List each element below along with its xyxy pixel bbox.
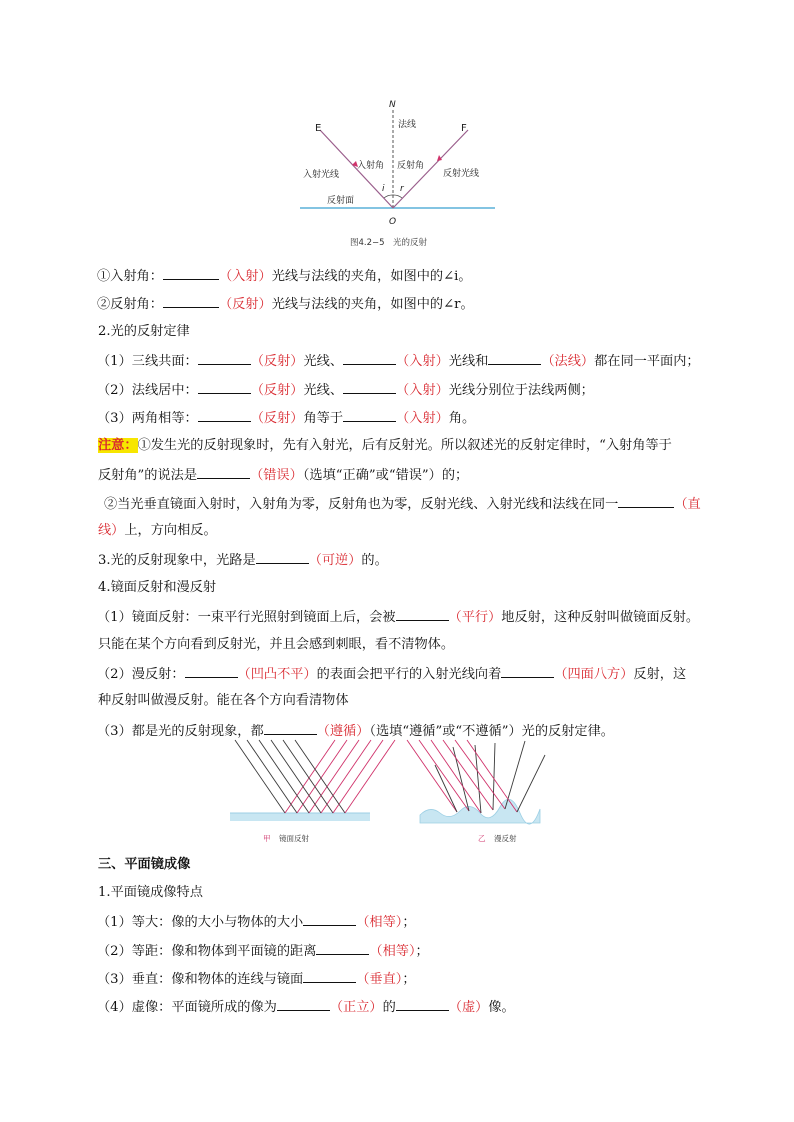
answer-blank: [198, 351, 251, 365]
answer: （反射）: [250, 354, 304, 369]
answer-blank: [163, 294, 219, 308]
mirror-surface: [230, 813, 370, 821]
answer-blank: [185, 664, 238, 678]
answer: （正立）: [329, 1000, 383, 1015]
answer: 线）: [98, 523, 125, 538]
text-line-2: [97, 294, 474, 314]
answer: （反射）: [250, 383, 304, 398]
answer-blank: [198, 408, 251, 422]
answer-blank: [396, 607, 449, 621]
angle-r-arc: [393, 195, 402, 198]
reflected-ray: [297, 740, 347, 813]
text-line-22: [97, 969, 416, 989]
text: ；: [402, 972, 416, 987]
text: 角等于: [303, 411, 344, 426]
caption-right-a: 乙: [478, 834, 486, 843]
text-line-23: [97, 997, 515, 1017]
section-heading-2: 2.光的反射定律: [98, 324, 190, 339]
label-N: N: [389, 100, 396, 110]
text-line-4: [97, 351, 700, 371]
answer-blank: [618, 494, 674, 508]
caption-left-b: 镜面反射: [279, 834, 309, 843]
text-line-10: [98, 522, 217, 540]
text: （1）镜面反射：一束平行光照射到镜面上后，会被: [97, 610, 396, 625]
label-E: E: [315, 123, 322, 134]
text: 光线、: [303, 354, 344, 369]
reflection-diagram: [290, 92, 505, 257]
text: ②反射角：: [97, 297, 163, 312]
text-line-20: [97, 912, 416, 932]
answer-blank: [303, 969, 356, 983]
label-r: r: [400, 184, 404, 194]
answer: （凹凸不平）: [237, 667, 317, 682]
scattered-ray: [493, 743, 495, 810]
text: （3）两角相等：: [97, 411, 198, 426]
incident-ray: [295, 740, 345, 813]
mirror-diffuse-diagram: [225, 735, 560, 850]
text: 的。: [361, 553, 388, 568]
caption-right-b: 漫反射: [494, 834, 517, 843]
angle-i-arc: [384, 195, 393, 198]
text: 像。: [488, 1000, 515, 1015]
specular-rays: [235, 740, 395, 813]
reflected-ray: [285, 740, 335, 813]
answer: （相等）: [369, 944, 416, 959]
text: 的表面会把平行的入射光线向着: [316, 667, 502, 682]
text: （选填“正确”或“错误”）的；: [302, 468, 469, 483]
answer: （垂直）: [356, 972, 403, 987]
text: 光线、: [303, 383, 344, 398]
text: （3）垂直：像和物体的连线与镜面: [97, 972, 304, 987]
answer-blank: [277, 997, 330, 1011]
text-line-1: [97, 266, 472, 286]
text: ①发生光的反射现象时，先有入射光，后有反射光。所以叙述光的反射定律时，“入射角等于: [137, 438, 672, 453]
section-heading-3: 三、平面镜成像: [98, 857, 191, 872]
text-line-21: [97, 941, 429, 961]
answer: （入射）: [218, 269, 272, 284]
answer: （相等）: [356, 915, 403, 930]
label-i: i: [382, 184, 385, 194]
answer-blank: [501, 664, 554, 678]
text-line-7: [98, 437, 672, 455]
text: ②当光垂直镜面入射时，入射角为零，反射角也为零，反射光线、入射光线和法线在同一: [104, 497, 619, 512]
label-reflect-angle: 反射角: [397, 161, 425, 171]
answer: （遵循）: [316, 724, 370, 739]
text: 光线分别位于法线两侧；: [448, 383, 594, 398]
text: （1）等大：像的大小与物体的大小: [97, 915, 304, 930]
incident-ray: [247, 740, 297, 813]
section-heading-4: 4.镜面反射和漫反射: [98, 580, 217, 595]
text-line-8: [98, 465, 468, 485]
answer-blank: [197, 465, 250, 479]
reflected-ray: [333, 740, 383, 813]
answer: （直: [674, 497, 701, 512]
answer-blank: [343, 351, 396, 365]
answer-blank: [488, 351, 541, 365]
answer: （反射）: [250, 411, 304, 426]
label-surface: 反射面: [327, 196, 355, 206]
text-line-14: 只能在某个方向看到反射光，并且会感到刺眼，看不清物体。: [98, 637, 455, 652]
answer: （入射）: [396, 354, 449, 369]
scattered-ray: [517, 755, 545, 812]
text: ；: [402, 915, 416, 930]
answer-blank: [343, 408, 396, 422]
text: 光线和: [448, 354, 489, 369]
text: 的: [382, 1000, 396, 1015]
text-line-16: 种反射叫做漫反射。能在各个方向看清物体: [98, 693, 349, 708]
answer-blank: [316, 941, 369, 955]
incident-ray: [407, 740, 457, 812]
text-line-9: [104, 494, 701, 514]
answer-blank: [396, 997, 449, 1011]
incident-ray: [271, 740, 321, 813]
text: ①入射角：: [97, 269, 163, 284]
text: （3）都是光的反射现象，都: [97, 724, 264, 739]
answer: （虚）: [448, 1000, 489, 1015]
text: 反射角”的说法是: [98, 468, 198, 483]
incident-ray: [467, 740, 517, 812]
text: 都在同一平面内；: [594, 354, 700, 369]
text: 3.光的反射现象中，光路是: [98, 553, 256, 568]
label-incident-angle: 入射角: [357, 161, 385, 171]
text-line-11: [98, 550, 388, 570]
answer-blank: [256, 550, 309, 564]
label-F: F: [461, 123, 467, 134]
incident-ray: [235, 740, 285, 813]
text-line-15: [97, 664, 686, 684]
text: ；: [415, 944, 429, 959]
answer: （四面八方）: [554, 667, 634, 682]
answer-blank: [163, 266, 219, 280]
incident-ray: [419, 740, 469, 811]
text: （2）漫反射：: [97, 667, 185, 682]
text: （选填“遵循”或“不遵循”）光的反射定律。: [369, 724, 614, 739]
label-O: O: [389, 217, 397, 227]
text: （2）等距：像和物体到平面镜的距离: [97, 944, 317, 959]
figure-caption: 图4.2−5 光的反射: [350, 238, 428, 248]
answer: （入射）: [396, 411, 449, 426]
text: （1）三线共面：: [97, 354, 198, 369]
text: 反射，这: [633, 667, 687, 682]
answer-blank: [198, 380, 251, 394]
label-incident-ray: 入射光线: [303, 170, 340, 180]
text-line-13: [97, 607, 699, 627]
incident-ray: [443, 740, 493, 810]
answer-blank: [303, 912, 356, 926]
reflected-ray: [345, 740, 395, 813]
note-label: 注意：: [98, 438, 138, 453]
subsection-heading-1: 1.平面镜成像特点: [98, 885, 203, 900]
incident-ray: [283, 740, 333, 813]
incident-ray: [431, 740, 481, 813]
text: （4）虚像：平面镜所成的像为: [97, 1000, 277, 1015]
answer: （可逆）: [308, 553, 362, 568]
text: 上，方向相反。: [124, 523, 217, 538]
text-line-5: [97, 380, 594, 400]
text: 角。: [448, 411, 476, 426]
answer: （法线）: [541, 354, 595, 369]
diffuse-rays: [407, 740, 545, 813]
text: 光线与法线的夹角，如图中的∠r。: [271, 297, 474, 312]
label-normal: 法线: [398, 120, 417, 130]
answer: （入射）: [396, 383, 449, 398]
label-reflected-ray: 反射光线: [443, 169, 480, 179]
text: 光线与法线的夹角，如图中的∠i。: [271, 269, 472, 284]
text-line-6: [97, 408, 475, 428]
answer-blank: [264, 721, 317, 735]
incident-ray: [259, 740, 309, 813]
answer-blank: [343, 380, 396, 394]
text: 地反射，这种反射叫做镜面反射。: [501, 610, 700, 625]
answer: （反射）: [218, 297, 272, 312]
reflected-ray: [309, 740, 359, 813]
answer: （平行）: [448, 610, 502, 625]
reflected-ray: [321, 740, 371, 813]
answer: （错误）: [250, 468, 303, 483]
text: （2）法线居中：: [97, 383, 198, 398]
caption-left-a: 甲: [263, 834, 271, 843]
